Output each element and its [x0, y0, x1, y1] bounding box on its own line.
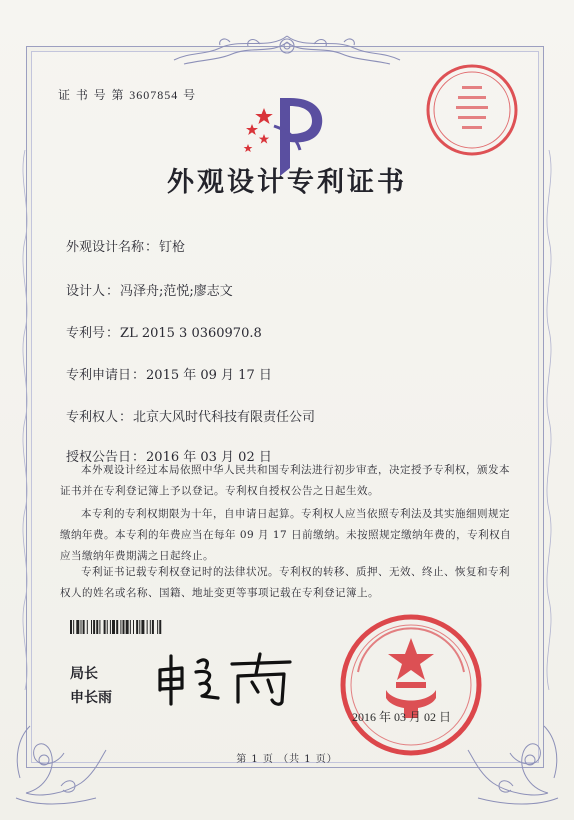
paragraph-3: 专利证书记载专利权登记时的法律状况。专利权的转移、质押、无效、终止、恢复和专利权人的姓名或名称、国籍、地址变更等事项记载在专利登记簿上。 — [60, 566, 510, 599]
certificate-title: 外观设计专利证书 — [167, 167, 407, 198]
grant-date-value: 2016 年 03 月 02 日 — [146, 450, 272, 465]
signatory-title: 局长 — [70, 666, 98, 682]
paragraph-2: 本专利的专利权期限为十年，自申请日起算。专利权人应当依照专利法及其实施细则规定缴纳年费。本专利的年费应当在每年 09 月 17 日前缴纳。未按照规定缴纳年费的，专利权自应当缴纳年费期满之日起终止。 — [60, 508, 512, 562]
small-red-seal-stamp — [422, 60, 522, 160]
paragraph-1: 本外观设计经过本局依照中华人民共和国专利法进行初步审查，决定授予专利权，颁发本证书并在专利登记簿上予以登记。专利权自授权公告之日起生效。 — [60, 464, 510, 497]
patentee-field: 专利权人：北京大风时代科技有限责任公司 — [66, 406, 315, 425]
certificate-number-suffix: 号 — [183, 88, 197, 102]
handwritten-signature — [152, 648, 302, 708]
large-red-national-seal-stamp — [338, 612, 484, 758]
patent-number-label: 专利号 — [66, 326, 106, 341]
design-name-value: 钉枪 — [159, 240, 186, 255]
seal-date: 2016 年 03 月 02 日 — [352, 710, 452, 724]
design-name-field: 外观设计名称：钉枪 — [66, 236, 185, 255]
left-border-ornament — [18, 150, 32, 690]
signatory-name: 申长雨 — [70, 690, 112, 706]
filing-date-field: 专利申请日：2015 年 09 月 17 日 — [66, 364, 272, 383]
design-name-label: 外观设计名称 — [66, 240, 145, 255]
patentee-value: 北京大风时代科技有限责任公司 — [133, 410, 316, 425]
filing-date-value: 2015 年 09 月 17 日 — [146, 368, 272, 383]
certificate-number — [58, 86, 196, 103]
certificate-number-label: 证 书 号 第 — [58, 88, 125, 102]
barcode — [70, 620, 246, 634]
designer-field: 设计人：冯泽舟;范悦;廖志文 — [66, 280, 233, 299]
top-flourish-ornament — [170, 30, 404, 70]
certificate-number-value: 3607854 — [129, 88, 179, 102]
designer-value: 冯泽舟;范悦;廖志文 — [120, 284, 233, 299]
designer-label: 设计人 — [66, 284, 106, 299]
right-border-ornament — [542, 150, 556, 690]
signatory-block — [70, 662, 112, 710]
grant-date-label: 授权公告日 — [66, 450, 132, 465]
page-indicator: 第 1 页 （共 1 页） — [236, 754, 338, 765]
patentee-label: 专利权人 — [66, 410, 119, 425]
patent-number-value: ZL 2015 3 0360970.8 — [120, 326, 262, 341]
patent-number-field: 专利号：ZL 2015 3 0360970.8 — [66, 322, 262, 341]
grant-date-field: 授权公告日：2016 年 03 月 02 日 — [66, 446, 272, 465]
filing-date-label: 专利申请日 — [66, 368, 132, 383]
